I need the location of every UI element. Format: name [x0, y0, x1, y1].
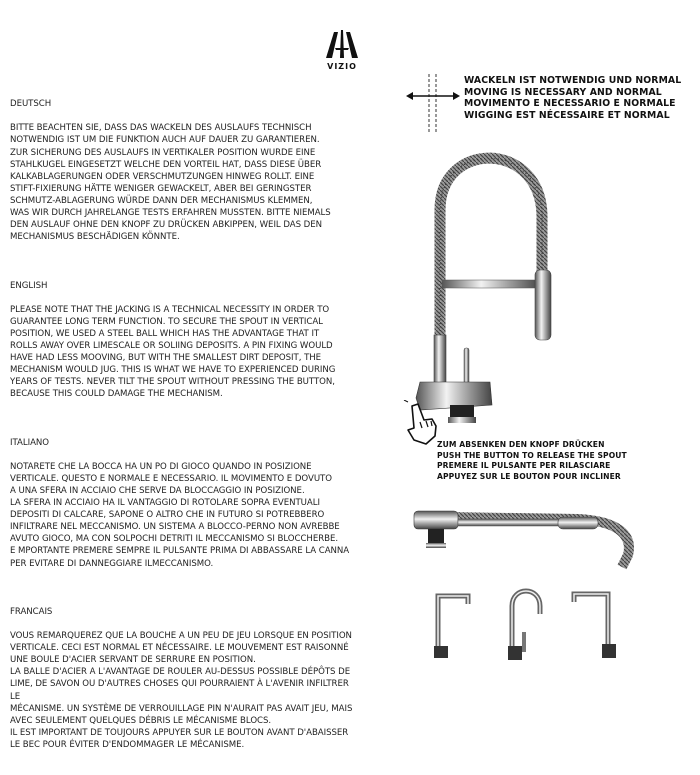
section-heading: FRANCAIS	[10, 606, 53, 617]
section-heading: ENGLISH	[10, 280, 48, 291]
faucet-icon	[424, 590, 476, 660]
double-arrow-icon	[404, 72, 462, 134]
instructions-column	[10, 74, 360, 775]
logo-text: VIZIO	[327, 62, 357, 71]
section-body: VOUS REMARQUEREZ QUE LA BOUCHE A UN PEU DE JEU LORSQUE EN POSITION VERTICALE. CECI EST NORMAL ET NÉCESSAIRE. LE MOUVEMENT EST RAISONNÉ UNE BOULE D'ACIER SERVANT DE SERRURE EN POSITION. LA BALLE D'ACIER A L'AVANTAGE DE ROULER AU-DESSUS POSSIBLE DÉPÔTS DE LIME, DE SAVON OU D'AUTRES CHOSES QUI POURRAIENT À L'AVENIR INFILTRER LE MÉCANISME. UN SYSTÈME DE VERROUILLAGE PIN N'AURAIT PAS AVAIT JEU, MAIS AVEC SEULEMENT QUELQUES DÉBRIS LE MÉCANISME BLOCS. IL EST IMPORTANT DE TOUJOURS APPUYER SUR LE BOUTON AVANT D'ABAISSER LE BEC POUR ÉVITER D'ENDOMMAGER LE MÉCANISME.	[10, 631, 353, 750]
button-note: ZUM ABSENKEN DEN KNOPF DRÜCKEN PUSH THE BUTTON TO RELEASE THE SPOUT PREMERE IL PULSANTE PER RILASCIARE APPUYEZ SUR LE BOUTON POUR INCLINER	[437, 440, 627, 481]
brand-logo	[320, 28, 364, 72]
section-heading: DEUTSCH	[10, 99, 52, 110]
section-body: NOTARETE CHE LA BOCCA HA UN PO DI GIOCO QUANDO IN POSIZIONE VERTICALE. QUESTO E NORMALE E NECESSARIO. IL MOVIMENTO E DOVUTO A UNA SFERA IN ACCIAIO CHE SERVE DA BLOCCAGGIO IN POSIZIONE. LA SFERA IN ACCIAIO HA IL VANTAGGIO DI ROTOLARE SOPRA EVENTUALI DEPOSITI DI CALCARE, SAPONE O ALTRO CHE IN FUTURO SI POTREBBERO INFILTRARE NEL MECCANISMO. UN SISTEMA A BLOCCO-PERNO NON AVREBBE AVUTO GIOCO, MA CON SOLPOCHI DETRITI IL MECCANISMO SI BLOCCHERBE. E MPORTANTE PREMERE SEMPRE IL PULSANTE PRIMA DI ABBASSARE LA CANNA PER EVITARE DI DANNEGGIARE ILMECCANISMO.	[10, 461, 350, 569]
section-heading: ITALIANO	[10, 437, 49, 448]
wobble-note: WACKELN IST NOTWENDIG UND NORMAL MOVING IS NECESSARY AND NORMAL MOVIMENTO E NECESSARIO E NORMALE WIGGING EST NÉCESSAIRE ET NORMAL	[464, 75, 682, 121]
section-italiano	[10, 425, 360, 570]
faucet-icon	[496, 582, 552, 662]
faucet-icon	[566, 588, 622, 660]
faucet-icon	[380, 130, 580, 440]
section-english	[10, 267, 360, 400]
faucet-icon	[408, 505, 648, 575]
section-francais	[10, 594, 360, 751]
vizio-logo-icon	[320, 28, 364, 62]
section-body: PLEASE NOTE THAT THE JACKING IS A TECHNICAL NECESSITY IN ORDER TO GUARANTEE LONG TERM FUNCTION. TO SECURE THE SPOUT IN VERTICAL POSITION, WE USED A STEEL BALL WHICH HAS THE ADVANTAGE THAT IT ROLLS AWAY OVER LIMESCALE OR SOLIING DEPOSITS. A PIN FIXING WOULD HAVE HAD LESS MOOVING, BUT WITH THE SMALLEST DIRT DEPOSIT, THE MECHANISM WOULD JUG. THIS IS WHAT WE HAVE TO EXPERIENCED DURING YEARS OF TESTS. NEVER TILT THE SPOUT WITHOUT PRESSING THE BUTTON, BECAUSE THIS COULD DAMAGE THE MECHANISM.	[10, 304, 336, 400]
section-deutsch	[10, 86, 360, 243]
section-body: BITTE BEACHTEN SIE, DASS DAS WACKELN DES AUSLAUFS TECHNISCH NOTWENDIG IST UM DIE FUNKTION AUCH AUF DAUER ZU GARANTIEREN. ZUR SICHERUNG DES AUSLAUFS IN VERTIKALER POSITION WURDE EINE STAHLKUGEL EINGESETZT WELCHE DEN VORTEIL HAT, DASS DIESE ÜBER KALKABLAGERUNGEN ODER VERSCHMUTZUNGEN HINWEG ROLLT. EINE STIFT-FIXIERUNG HÄTTE WENIGER GEWACKELT, ABER BEI GERINGSTER SCHMUTZ-ABLAGERUNG WÜRDE DANN DER MECHANISMUS KLEMMEN, WAS WIR DURCH JAHRELANGE TESTS ERFAHREN MUSSTEN. BITTE NIEMALS DEN AUSLAUF OHNE DEN KNOPF ZU DRÜCKEN ABKIPPEN, WEIL DAS DEN MECHANISMUS BESCHÄDIGEN KÖNNTE.	[10, 123, 331, 243]
pointing-hand-icon	[402, 400, 442, 448]
